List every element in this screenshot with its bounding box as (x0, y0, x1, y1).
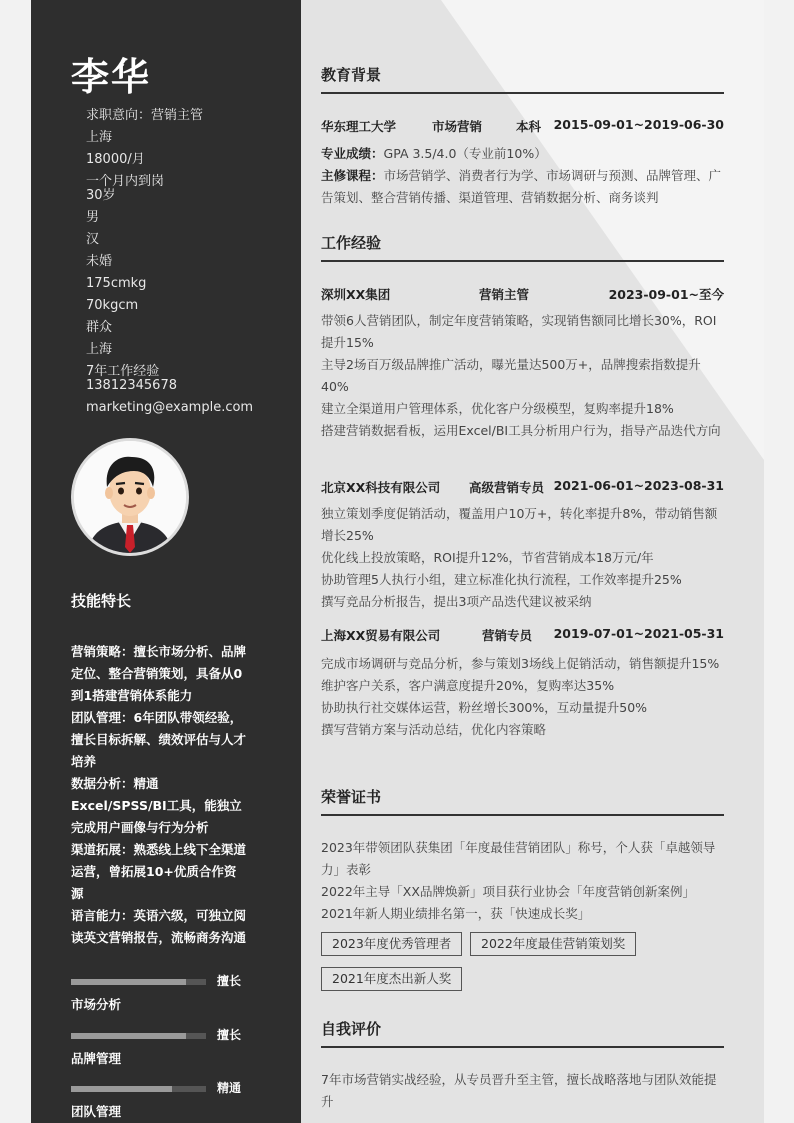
info-age: 30岁 (86, 188, 116, 203)
honors-details (321, 837, 724, 925)
education-row (321, 117, 724, 135)
honor-line: 2022年主导「XX品牌焕新」项目获行业协会「年度营销创新案例」 (321, 884, 695, 899)
info-experience: 7年工作经验 (86, 364, 160, 379)
skill-bar-brand-management (71, 1026, 271, 1046)
job-company: 上海XX贸易有限公司 (321, 628, 441, 643)
info-email: marketing@example.com (86, 400, 254, 415)
info-weight: 70kgcm (86, 298, 139, 313)
cert-badge: 2023年度优秀管理者 (321, 932, 462, 956)
skill-bar-track (71, 979, 206, 985)
skill-bar-name: 团队管理 (71, 1104, 122, 1119)
job-period: 2023-09-01~至今 (608, 287, 724, 302)
info-height: 175cmkg (86, 276, 147, 291)
avatar (74, 441, 186, 553)
skills-title: 技能特长 (71, 592, 132, 610)
job-line: 撰写竞品分析报告，提出3项产品迭代建议被采纳 (321, 594, 592, 609)
courses-label: 主修课程： (321, 168, 384, 183)
education-details (321, 143, 724, 209)
skill-bar-name: 品牌管理 (71, 1051, 122, 1066)
education-period: 2015-09-01~2019-06-30 (553, 117, 724, 132)
major: 市场营销 (432, 119, 483, 134)
info-marital: 未婚 (86, 254, 113, 269)
honors-title: 荣誉证书 (321, 788, 382, 806)
job-header (321, 478, 724, 496)
degree: 本科 (516, 119, 542, 134)
skill-item: 团队管理：6年团队带领经验，擅长目标拆解、绩效评估与人才培养 (71, 710, 247, 769)
skill-item: 语言能力：英语六级，可独立阅读英文营销报告，流畅商务沟通 (71, 908, 247, 945)
section-divider (321, 1046, 724, 1048)
gpa-label: 专业成绩： (321, 146, 384, 161)
gpa-value: GPA 3.5/4.0（专业前10%） (383, 146, 547, 161)
skill-item: 数据分析：精通Excel/SPSS/BI工具，能独立完成用户画像与行为分析 (71, 776, 242, 835)
candidate-name: 李华 (71, 55, 152, 99)
job-line: 协助管理5人执行小组，建立标准化执行流程，工作效率提升25% (321, 572, 682, 587)
job-period: 2021-06-01~2023-08-31 (553, 478, 724, 493)
job-line: 独立策划季度促销活动，覆盖用户10万+，转化率提升8%，带动销售额增长25% (321, 506, 718, 543)
job-header (321, 626, 724, 644)
job-line: 维护客户关系，客户满意度提升20%，复购率达35% (321, 678, 615, 693)
job-line: 带领6人营销团队，制定年度营销策略，实现销售额同比增长30%，ROI提升15% (321, 313, 717, 350)
job-line: 主导2场百万级品牌推广活动，曝光量达500万+，品牌搜索指数提升40% (321, 357, 701, 394)
education-title: 教育背景 (321, 66, 382, 84)
skill-bar-team-management (71, 1079, 271, 1099)
job-details (321, 653, 724, 741)
job-company: 深圳XX集团 (321, 287, 391, 302)
skill-bar-fill (71, 1086, 172, 1092)
work-title: 工作经验 (321, 234, 382, 252)
skill-item: 渠道拓展：熟悉线上线下全渠道运营，曾拓展10+优质合作资源 (71, 842, 247, 901)
job-company: 北京XX科技有限公司 (321, 480, 441, 495)
cert-badge: 2021年度杰出新人奖 (321, 967, 462, 991)
section-divider (321, 814, 724, 816)
resume-page (31, 0, 764, 1123)
skills-list (71, 641, 246, 949)
info-salary: 18000/月 (86, 152, 145, 167)
job-details (321, 503, 724, 613)
cert-badge: 2022年度最佳营销策划奖 (470, 932, 636, 956)
skill-level: 精通 (217, 1081, 242, 1095)
info-city: 上海 (86, 130, 113, 145)
honor-line: 2023年带领团队获集团「年度最佳营销团队」称号，个人获「卓越领导力」表彰 (321, 840, 716, 877)
job-line: 撰写营销方案与活动总结，优化内容策略 (321, 722, 547, 737)
skill-bar-track (71, 1033, 206, 1039)
info-hometown: 上海 (86, 342, 113, 357)
info-phone: 13812345678 (86, 378, 177, 393)
job-role: 营销主管 (479, 287, 530, 302)
section-divider (321, 260, 724, 262)
job-line: 建立全渠道用户管理体系，优化客户分级模型，复购率提升18% (321, 401, 674, 416)
school-name: 华东理工大学 (321, 119, 397, 134)
self-eval-text: 7年市场营销实战经验，从专员晋升至主管，擅长战略落地与团队效能提升 (321, 1072, 717, 1109)
job-line: 搭建营销数据看板，运用Excel/BI工具分析用户行为，指导产品迭代方向 (321, 423, 721, 438)
skill-bar-fill (71, 979, 186, 985)
skill-bar-market-analysis (71, 972, 271, 992)
job-role: 营销专员 (482, 628, 533, 643)
job-period: 2019-07-01~2021-05-31 (553, 626, 724, 641)
job-header (321, 285, 724, 303)
self-eval-title: 自我评价 (321, 1020, 382, 1038)
courses-value: 市场营销学、消费者行为学、市场调研与预测、品牌管理、广告策划、整合营销传播、渠道管理、营销数据分析、商务谈判 (321, 168, 722, 205)
skill-bar-track (71, 1086, 206, 1092)
sidebar (31, 0, 301, 1123)
job-line: 协助执行社交媒体运营，粉丝增长300%，互动量提升50% (321, 700, 648, 715)
skill-level: 擅长 (217, 974, 242, 988)
sidebar-slant (300, 0, 312, 1123)
job-line: 优化线上投放策略，ROI提升12%，节省营销成本18万元/年 (321, 550, 654, 565)
job-line: 完成市场调研与竞品分析，参与策划3场线上促销活动，销售额提升15% (321, 656, 720, 671)
info-availability: 一个月内到岗 (86, 174, 165, 189)
skill-item: 营销策略：擅长市场分析、品牌定位、整合营销策划，具备从0到1搭建营销体系能力 (71, 644, 247, 703)
skill-level: 擅长 (217, 1028, 242, 1042)
avatar-illustration (74, 441, 186, 553)
section-divider (321, 92, 724, 94)
job-details (321, 310, 724, 442)
info-ethnicity: 汉 (86, 232, 100, 247)
info-gender: 男 (86, 210, 100, 225)
skill-bar-fill (71, 1033, 186, 1039)
personal-info (86, 109, 286, 417)
skill-bar-name: 市场分析 (71, 997, 122, 1012)
honor-line: 2021年新人期业绩排名第一，获「快速成长奖」 (321, 906, 591, 921)
info-intent: 求职意向：营销主管 (86, 108, 204, 123)
info-political: 群众 (86, 320, 113, 335)
job-role: 高级营销专员 (469, 480, 545, 495)
